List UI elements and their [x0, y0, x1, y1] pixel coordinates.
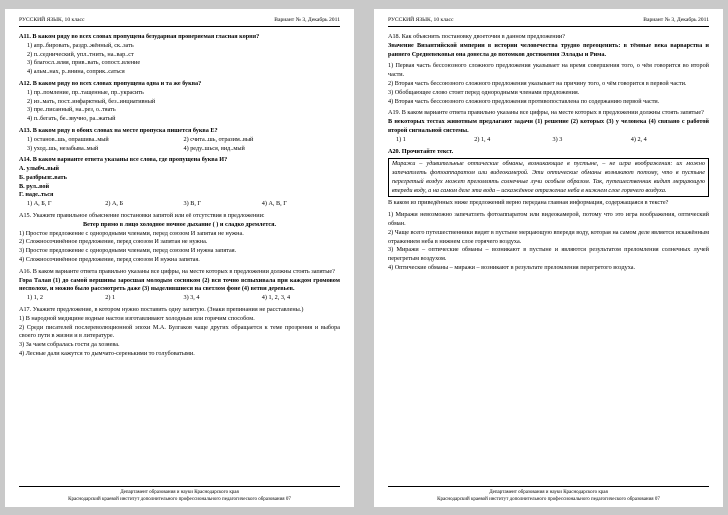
- page-header: [19, 17, 340, 27]
- question-a15: [19, 212, 340, 265]
- word-item: А. улыбч..вый: [19, 165, 59, 173]
- question-text: А13. В каком ряду в обоих словах на месте пропуска пишется буква Е?: [19, 126, 218, 134]
- answer: 2) 1, 4: [474, 135, 491, 143]
- option: 4) Оптические обманы – миражи – возникают в результате преломления перегретого воздуха.: [388, 264, 636, 272]
- answer: 3) В, Г: [183, 200, 201, 208]
- answer-row: [19, 294, 340, 303]
- sentence: В некоторых тестах животным предлагают задачи (1) решение (2) которых (3) у человека (4) связано с работой второй сигнальной системы.: [388, 118, 709, 134]
- option: 2) счита..шь, отразим..вый: [183, 135, 254, 143]
- option: 3) Простое предложение с однородными членами, перед союзом И нужна запятая.: [19, 247, 237, 255]
- answer-row: [388, 136, 709, 145]
- question-text: А11. В каком ряду во всех словах пропущена безударная проверяемая гласная корня?: [19, 32, 260, 40]
- word-item: В. рул..вой: [19, 182, 50, 190]
- answer: 4) 2, 4: [630, 135, 647, 143]
- answer: 1) 1: [396, 135, 406, 143]
- question-a18: [388, 33, 709, 106]
- question-text: А14. В каком варианте ответа указаны все слова, где пропущена буква И?: [19, 156, 228, 164]
- option: 2) Вторая часть бессоюзного сложного предложения указывает на причину того, о чём говорится в первой части.: [388, 79, 687, 87]
- question-text: В каком из приведённых ниже предложений верно передана главная информация, содержащаяся в тексте?: [388, 199, 669, 207]
- question-a16: [19, 268, 340, 303]
- answer: 2) А, Б: [105, 200, 124, 208]
- question-text: А12. В каком ряду во всех словах пропущена одна и та же буква?: [19, 79, 202, 87]
- option: 2) п..седнический, упл..тнить, на..вар..ст: [27, 50, 134, 58]
- option-row: [19, 136, 340, 145]
- answer: 1) А, Б, Г: [27, 200, 52, 208]
- option: 4) реду..шься, вид..мый: [183, 144, 245, 152]
- option: 3) благосл..вляя, прив..вать, сопост..вление: [27, 59, 141, 67]
- option: 1) апр..бировать, раздр..жённый, ск..зать: [27, 41, 134, 49]
- option: 1) Простое предложение с однородными членами, перед союзом И запятая не нужна.: [19, 229, 244, 237]
- answer: 1) 1, 2: [27, 294, 43, 302]
- option: 1) В народной медицине водные настои изготавливают холодным или горячим способом.: [19, 314, 255, 322]
- answer: 4) А, В, Г: [261, 200, 287, 208]
- option: 2) из..мать, пост..инфарктный, без..инциативный: [27, 97, 156, 105]
- option: 3) Обобщающее слово стоит перед однородными членами предложения.: [388, 88, 580, 96]
- option: 1) Миражи невозможно запечатлеть фотоаппаратом или видеокамерой, потому что это игра воображения, оптический обман.: [388, 211, 709, 228]
- question-a17: [19, 306, 340, 359]
- page-footer: [19, 486, 340, 503]
- option: 4) Сложносочинённое предложение, перед союзом И нужна запятая.: [19, 256, 200, 264]
- option: 3) Миражи – оптические обманы – возникают в пустыне и являются результатом преломления солнечных лучей перегретым воздухом.: [388, 246, 709, 263]
- sentence: Гора Талая (1) до самой вершины заросшая молодым сосняком (2) вся точно вспыхивала при каждом громовом несполохе, и можно было рассмотреть даже (3) выделившиеся на светлом фоне (4) ветви деревьев.: [19, 276, 340, 293]
- footer-line: Краснодарский краевой институт дополнительного профессионального педагогического образования 07: [68, 497, 291, 502]
- answer: 3) 3, 4: [183, 294, 200, 302]
- variant-label: Вариант № 3, Декабрь 2011: [274, 17, 340, 23]
- footer-line: Краснодарский краевой институт дополнительного профессионального педагогического образования 07: [437, 497, 660, 502]
- word-item: Г. наде..ться: [19, 191, 54, 199]
- question-text: А15. Укажите правильное объяснение постановки запятой или её отсутствия в предложении:: [19, 212, 265, 220]
- answer: 3) 3: [552, 135, 563, 143]
- variant-label: Вариант № 3, Декабрь 2011: [643, 17, 709, 23]
- question-text: А17. Укажите предложение, в котором нужно поставить одну запятую. (Знаки препинания не расставлены.): [19, 306, 304, 314]
- question-text: А16. В каком варианте ответа правильно указаны все цифры, на месте которых в предложении должны стоять запятые?: [19, 267, 335, 275]
- footer-line: Департамент образования и науки Краснодарского края: [120, 490, 239, 495]
- page-header: [388, 17, 709, 27]
- left-page: [5, 9, 354, 507]
- subject-label: РУССКИЙ ЯЗЫК, 10 класс: [388, 17, 454, 23]
- answer: 4) 1, 2, 3, 4: [261, 294, 291, 302]
- question-a19: [388, 109, 709, 144]
- question-a13: [19, 127, 340, 153]
- question-text: А18. Как объяснить постановку двоеточия в данном предложении?: [388, 32, 565, 40]
- option: 2) Чаще всего путешественники видят в пустыне мерцающую впереди воду, которая на самом деле является искажённым отражением неба в нижнем слое горячего воздуха.: [388, 228, 709, 245]
- option: 4) Лесные дали кажутся то дымчато-серенькими то голубоватыми.: [19, 350, 195, 358]
- option: 3) уход..шь, незабыва..мый: [27, 144, 99, 152]
- option: 1) останов..шь, опрашива..мый: [27, 135, 109, 143]
- question-a12: [19, 80, 340, 124]
- page-footer: [388, 486, 709, 503]
- sentence: Ветер прямо в лицо холодное ночное дыхание ( ) и сладко дремлется.: [82, 220, 277, 228]
- option: 3) За чаем собралась гости да хозяева.: [19, 341, 120, 349]
- question-a20: [388, 148, 709, 273]
- question-a14: [19, 156, 340, 209]
- sentence: Значение Византийской империи в истории человечества трудно переоценить: в тёмные века варварства и раннего Средневековья она донесла до потомков достижения Эллады и Рима.: [388, 41, 709, 58]
- question-label: А20. Прочитайте текст.: [388, 147, 454, 155]
- word-item: Б. разбрызг..вать: [19, 173, 67, 181]
- option: 4) Вторая часть бессоюзного сложного предложения противопоставлена по содержанию первой части.: [388, 97, 660, 105]
- option: 1) пр..помление, пр..тащенные, пр..украсить: [27, 88, 144, 96]
- question-a11: [19, 33, 340, 77]
- option: 4) п..бегать, бе..звучно, ра..жатый: [27, 115, 116, 123]
- right-page: [374, 9, 723, 507]
- option: 1) Первая часть бессоюзного сложного предложения указывает на время совершения того, о чём говорится во второй части.: [388, 62, 709, 79]
- reading-text-box: Миражи – удивительные оптические обманы, возникающие в пустыне, – не игра воображения: их можно запечатлеть фотоаппаратом или видеокамерой. Эти оптические обманы возникают потому, что в пустыне перегретый воздух может преломлять солнечные лучи особым образом. Так, путешественник видит мерцающую впереди воду, а на самом деле эта вода – искажённое отражение неба в нижнем слое горячего воздуха.: [388, 158, 709, 197]
- option: 3) пре..писанный, на..рез, о..тяать: [27, 106, 116, 114]
- question-text: А19. В каком варианте ответа правильно указаны все цифры, на месте которых в предложении должны стоять запятые?: [388, 109, 704, 117]
- subject-label: РУССКИЙ ЯЗЫК, 10 класс: [19, 17, 85, 23]
- option: 4) альм..нах, р..внина, соприк..саться: [27, 68, 125, 76]
- answer: 2) 1: [105, 294, 116, 302]
- option: 2) Среди писателей послереволюционной эпохи М.А. Булгаков чаще других обращается к теме прозрения и выбора своего пути в жизни и в литературе.: [19, 323, 340, 340]
- option: 2) Сложносочинённое предложение, перед союзом И запятая не нужна.: [19, 238, 208, 246]
- footer-line: Департамент образования и науки Краснодарского края: [489, 490, 608, 495]
- option-row: [19, 145, 340, 154]
- answer-row: [19, 200, 340, 209]
